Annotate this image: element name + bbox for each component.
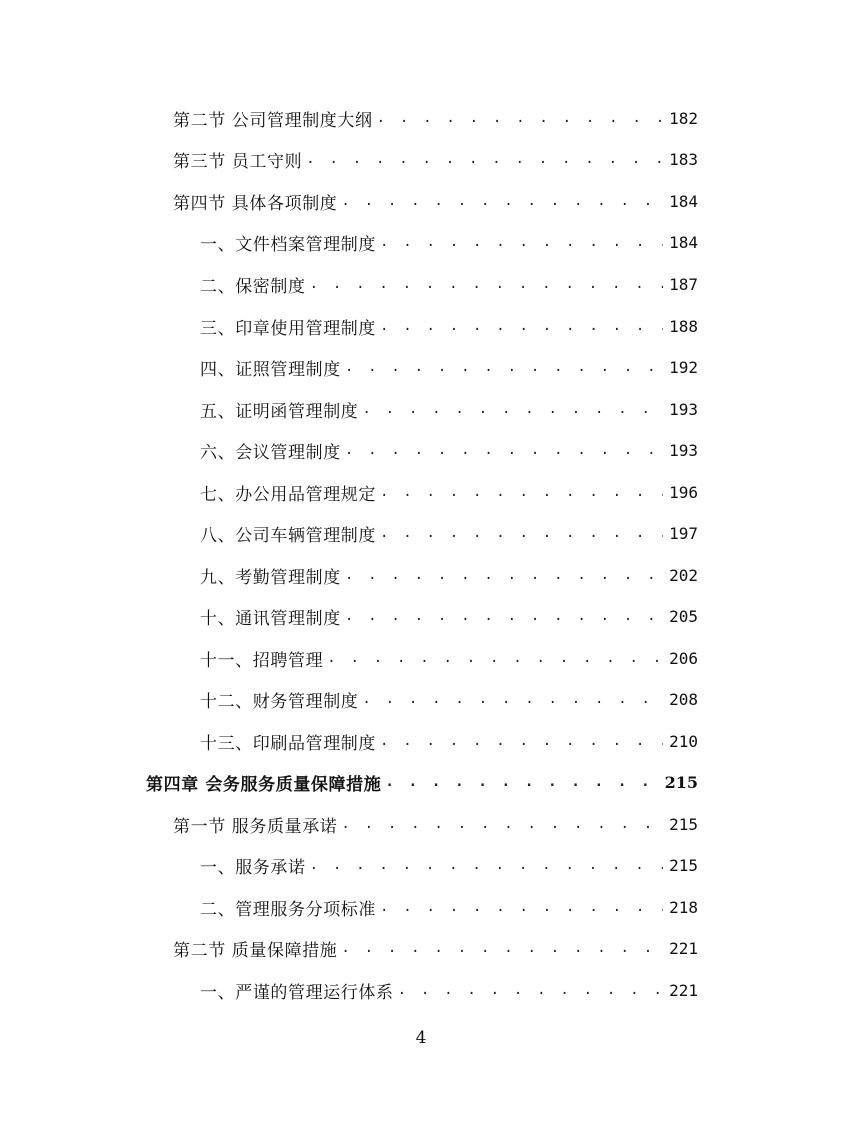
toc-entry-page: 218 — [669, 897, 698, 917]
toc-entry[interactable] — [200, 643, 698, 673]
toc-entry-page: 197 — [669, 523, 698, 543]
toc-entry-title: 十二、财务管理制度 — [200, 691, 359, 712]
toc-entry[interactable] — [200, 601, 698, 631]
toc-leader-dots — [362, 691, 663, 707]
toc-leader-dots — [380, 318, 663, 334]
toc-entry-title: 第二节 质量保障措施 — [173, 940, 338, 961]
toc-entry[interactable] — [200, 560, 698, 590]
toc-entry-title: 第二节 公司管理制度大纲 — [173, 110, 373, 131]
toc-entry-title: 九、考勤管理制度 — [200, 567, 341, 588]
toc-leader-dots — [345, 608, 663, 624]
toc-leader-dots — [345, 359, 663, 375]
toc-entry-title: 十、通讯管理制度 — [200, 608, 341, 629]
toc-entry-page: 208 — [669, 689, 698, 709]
toc-entry-page: 221 — [669, 938, 698, 958]
toc-entry-page: 221 — [669, 980, 698, 1000]
toc-entry-page: 193 — [669, 440, 698, 460]
toc-leader-dots — [327, 650, 663, 666]
toc-entry-page: 184 — [669, 191, 698, 211]
toc-entry-title: 一、文件档案管理制度 — [200, 234, 376, 255]
toc-entry-page: 193 — [669, 399, 698, 419]
page-number: 4 — [415, 1028, 427, 1048]
toc-entry-title: 五、证明函管理制度 — [200, 401, 359, 422]
toc-entry-page: 192 — [669, 357, 698, 377]
toc-entry-title: 七、办公用品管理规定 — [200, 484, 376, 505]
toc-leader-dots — [380, 525, 663, 541]
toc-leader-dots — [380, 484, 663, 500]
toc-entry[interactable] — [173, 933, 698, 963]
toc-leader-dots — [398, 982, 663, 998]
toc-entry[interactable] — [173, 103, 698, 133]
toc-leader-dots — [380, 733, 663, 749]
toc-leader-dots — [345, 567, 663, 583]
toc-entry[interactable] — [173, 144, 698, 174]
toc-entry[interactable] — [200, 892, 698, 922]
toc-entry-title: 一、严谨的管理运行体系 — [200, 982, 394, 1003]
toc-entry-title: 四、证照管理制度 — [200, 359, 341, 380]
toc-entry-page: 183 — [669, 149, 698, 169]
toc-entry-title: 一、服务承诺 — [200, 857, 306, 878]
toc-entry-page: 188 — [669, 316, 698, 336]
toc-entry-page: 196 — [669, 482, 698, 502]
toc-entry-page: 215 — [669, 855, 698, 875]
toc-entry-title: 第三节 员工守则 — [173, 151, 303, 172]
toc-entry-page: 205 — [669, 606, 698, 626]
toc-entry-title: 八、公司车辆管理制度 — [200, 525, 376, 546]
toc-leader-dots — [377, 110, 663, 126]
toc-leader-dots — [341, 193, 663, 209]
toc-entry[interactable] — [200, 477, 698, 507]
toc-entry-title: 第四章 会务服务质量保障措施 — [146, 774, 382, 795]
toc-leader-dots — [341, 816, 663, 832]
toc-entry-page: 206 — [669, 648, 698, 668]
toc-leader-dots — [345, 442, 663, 458]
toc-entry-title: 十一、招聘管理 — [200, 650, 324, 671]
toc-entry-title: 第四节 具体各项制度 — [173, 193, 338, 214]
toc-entry[interactable] — [200, 975, 698, 1005]
toc-entry[interactable] — [200, 726, 698, 756]
toc-entry-page: 215 — [669, 814, 698, 834]
toc-leader-dots — [380, 899, 663, 915]
toc-entry[interactable] — [200, 518, 698, 548]
toc-entry[interactable] — [200, 435, 698, 465]
toc-entry-title: 二、保密制度 — [200, 276, 306, 297]
toc-entry-page: 210 — [669, 731, 698, 751]
toc-entry[interactable] — [173, 809, 698, 839]
toc-entry-title: 十三、印刷品管理制度 — [200, 733, 376, 754]
toc-entry-page: 182 — [669, 108, 698, 128]
toc-leader-dots — [341, 940, 663, 956]
toc-entry-page: 202 — [669, 565, 698, 585]
toc-leader-dots — [380, 234, 663, 250]
toc-leader-dots — [306, 151, 663, 167]
toc-entry-title: 六、会议管理制度 — [200, 442, 341, 463]
toc-leader-dots — [385, 774, 658, 790]
toc-entry[interactable] — [200, 850, 698, 880]
toc-chapter-entry[interactable] — [146, 767, 698, 797]
toc-entry-page: 215 — [664, 772, 698, 792]
toc-entry[interactable] — [200, 352, 698, 382]
toc-leader-dots — [362, 401, 663, 417]
toc-leader-dots — [310, 276, 663, 292]
toc-entry[interactable] — [200, 684, 698, 714]
toc-entry-title: 二、管理服务分项标准 — [200, 899, 376, 920]
toc-entry-title: 第一节 服务质量承诺 — [173, 816, 338, 837]
toc-entry-page: 184 — [669, 232, 698, 252]
toc-entry[interactable] — [173, 186, 698, 216]
toc-entry[interactable] — [200, 269, 698, 299]
toc-entry-title: 三、印章使用管理制度 — [200, 318, 376, 339]
toc-entry[interactable] — [200, 311, 698, 341]
toc-entry-page: 187 — [669, 274, 698, 294]
toc-entry[interactable] — [200, 394, 698, 424]
toc-leader-dots — [310, 857, 663, 873]
toc-entry[interactable] — [200, 227, 698, 257]
